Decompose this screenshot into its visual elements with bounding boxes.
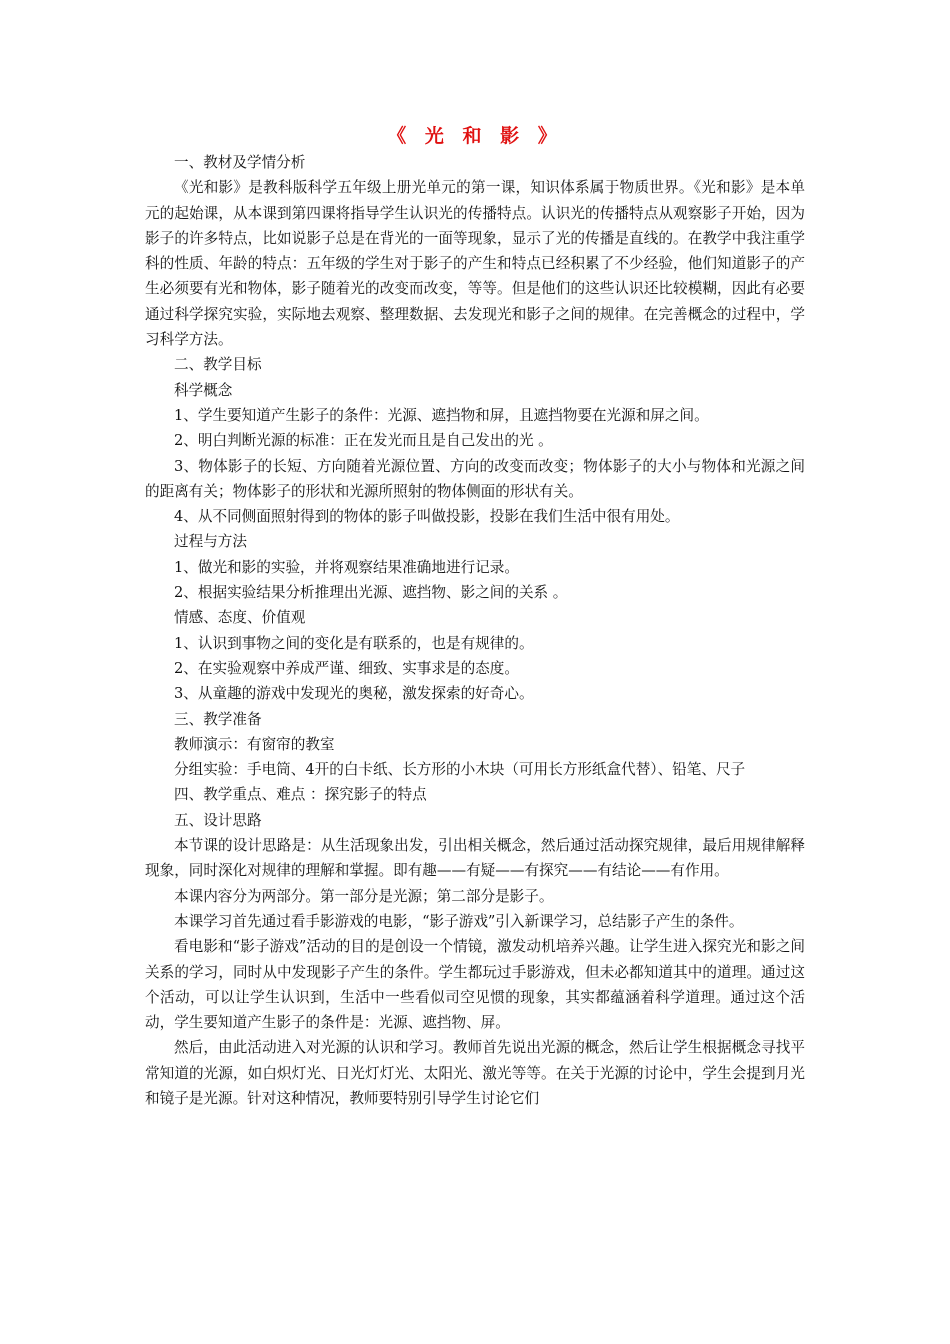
body-paragraph: 然后，由此活动进入对光源的认识和学习。教师首先说出光源的概念，然后让学生根据概念寻找平常知道的光源，如白炽灯光、日光灯灯光、太阳光、激光等等。在关于光源的讨论中，学生会提到月光和镜子是光源。针对这种情况，教师要特别引导学生讨论它们	[145, 1039, 805, 1107]
list-item: 2、明白判断光源的标准：正在发光而且是自己发出的光 。	[174, 432, 553, 450]
list-item: 1、认识到事物之间的变化是有联系的，也是有规律的。	[174, 634, 534, 652]
section-heading-5: 五、设计思路	[174, 811, 262, 829]
body-paragraph: 教师演示：有窗帘的教室	[174, 735, 335, 753]
section-heading-1: 一、教材及学情分析	[174, 154, 306, 171]
list-item: 1、做光和影的实验，并将观察结果准确地进行记录。	[174, 558, 519, 576]
body-paragraph: 《光和影》是教科版科学五年级上册光单元的第一课，知识体系属于物质世界。《光和影》是本单元的起始课，从本课到第四课将指导学生认识光的传播特点。认识光的传播特点从观察影子开始，因为影子的许多特点，比如说影子总是在背光的一面等现象，显示了光的传播是直线的。在教学中我注重学科的性质、年龄的特点：五年级的学生对于影子的产生和特点已经积累了不少经验，他们知道影子的产生必须要有光和物体，影子随着光的改变而改变，等等。但是他们的这些认识还比较模糊，因此有必要通过科学探究实验，实际地去观察、整理数据、去发现光和影子之间的规律。在完善概念的过程中，学习科学方法。	[145, 179, 805, 349]
section-heading-3: 三、教学准备	[174, 710, 262, 728]
body-paragraph: 本节课的设计思路是：从生活现象出发，引出相关概念，然后通过活动探究规律，最后用规律解释现象，同时深化对规律的理解和掌握。即有趣——有疑——有探究——有结论——有作用。	[145, 837, 805, 880]
list-item: 3、物体影子的长短、方向随着光源位置、方向的改变而改变；物体影子的大小与物体和光源之间的距离有关；物体影子的形状和光源所照射的物体侧面的形状有关。	[145, 457, 805, 500]
list-item: 2、在实验观察中养成严谨、细致、实事求是的态度。	[174, 659, 519, 677]
document-title: 《 光 和 影 》	[387, 125, 563, 147]
subheading: 过程与方法	[174, 533, 247, 551]
body-paragraph: 看电影和“影子游戏”活动的目的是创设一个情镜，激发动机培养兴趣。让学生进入探究光和影之间关系的学习，同时从中发现影子产生的条件。学生都玩过手影游戏，但未必都知道其中的道理。通过这个活动，可以让学生认识到，生活中一些看似司空见惯的现象，其实都蕴涵着科学道理。通过这个活动，学生要知道产生影子的条件是：光源、遮挡物、屏。	[145, 938, 805, 1032]
body-paragraph: 本课学习首先通过看手影游戏的电影，“影子游戏”引入新课学习，总结影子产生的条件。	[174, 912, 744, 930]
list-item: 4、从不同侧面照射得到的物体的影子叫做投影，投影在我们生活中很有用处。	[174, 508, 680, 526]
body-paragraph: 分组实验：手电筒、4开的白卡纸、长方形的小木块（可用长方形纸盒代替）、铅笔、尺子	[174, 761, 746, 779]
subheading: 科学概念	[174, 381, 233, 399]
section-heading-4: 四、教学重点、难点 ：探究影子的特点	[174, 786, 427, 804]
list-item: 2、根据实验结果分析推理出光源、遮挡物、影之间的关系 。	[174, 584, 568, 602]
document-page	[145, 122, 805, 1111]
section-heading-2: 二、教学目标	[174, 356, 262, 374]
subheading: 情感、态度、价值观	[174, 609, 306, 627]
list-item: 3、从童趣的游戏中发现光的奥秘，激发探索的好奇心。	[174, 685, 534, 703]
body-paragraph: 本课内容分为两部分。第一部分是光源；第二部分是影子。	[174, 887, 554, 905]
list-item: 1、学生要知道产生影子的条件：光源、遮挡物和屏，且遮挡物要在光源和屏之间。	[174, 406, 709, 424]
